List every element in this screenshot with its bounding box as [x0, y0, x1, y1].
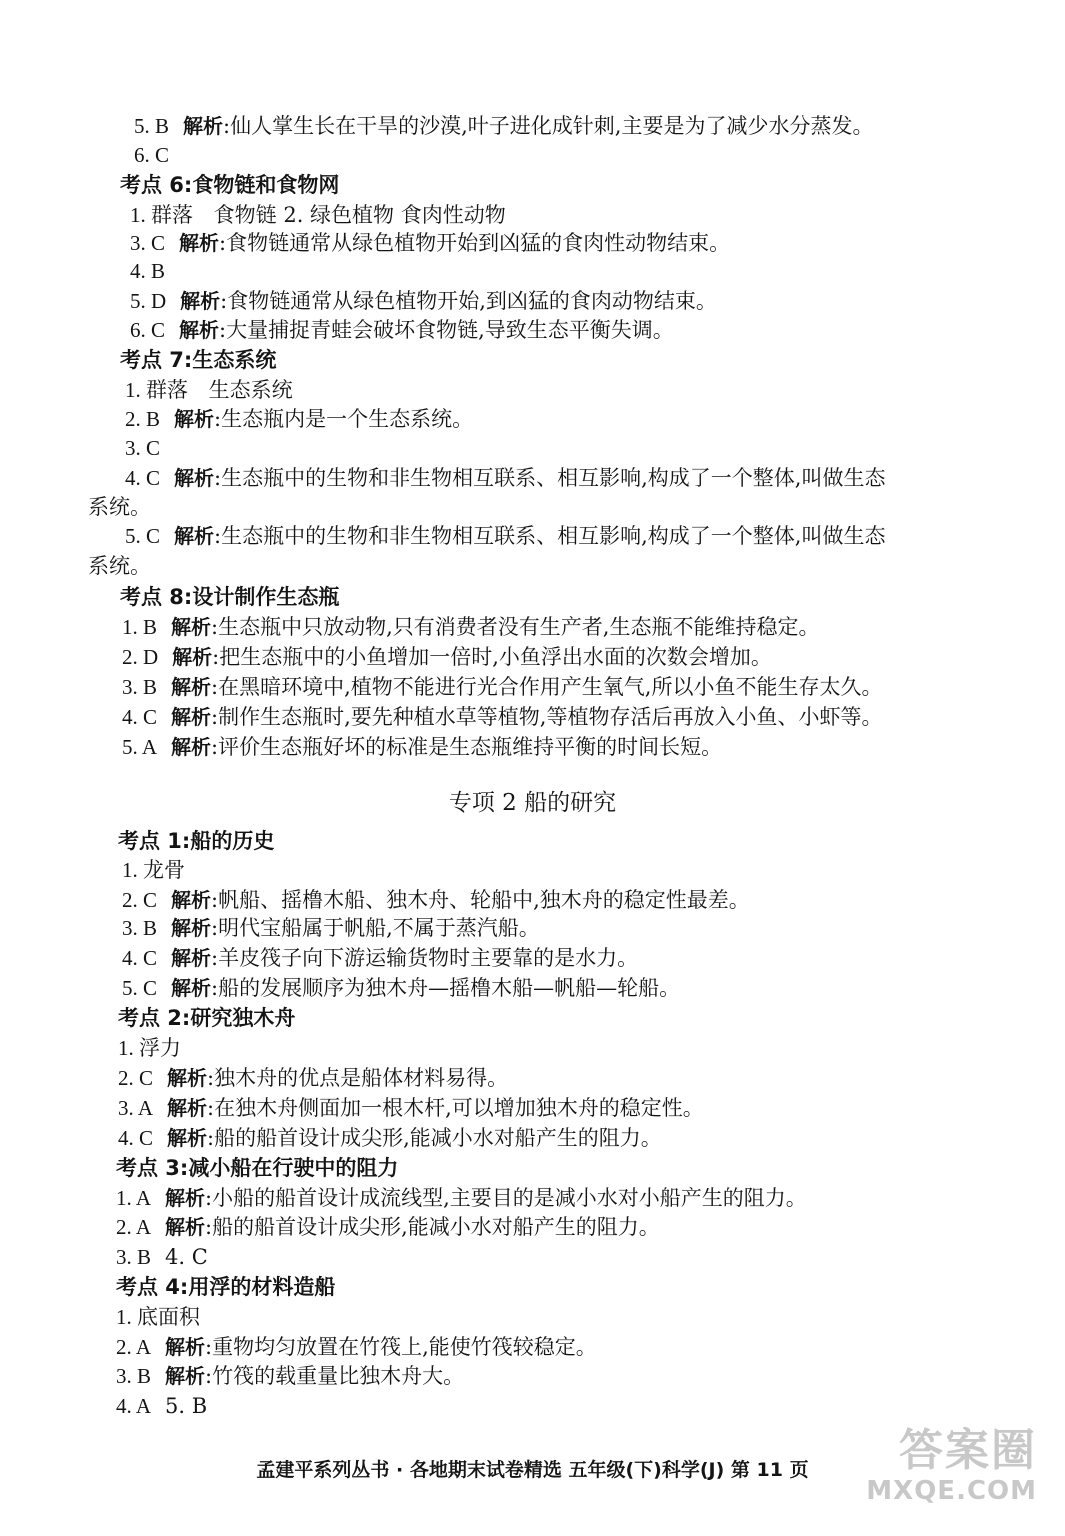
analysis-label: 解析 [174, 407, 215, 431]
analysis-text: :独木舟的优点是船体材料易得。 [207, 1066, 509, 1090]
answer-text: 生态系统 [202, 378, 293, 402]
answer-number: 1. A [116, 1186, 152, 1210]
analysis-label: 解析 [165, 1186, 206, 1210]
answer-number: 2. A [116, 1215, 152, 1239]
answer-line [134, 112, 873, 140]
answer-line [118, 1094, 704, 1122]
answer-line [125, 376, 293, 404]
section-heading: 考点 3:减小船在行驶中的阻力 [116, 1156, 399, 1180]
analysis-text: :帆船、摇橹木船、独木舟、轮船中,独木舟的稳定性最差。 [211, 888, 750, 912]
answer-number: 3. C [125, 436, 161, 460]
analysis-text: :食物链通常从绿色植物开始,到凶猛的食肉动物结束。 [220, 289, 717, 313]
analysis-text: :制作生态瓶时,要先种植水草等植物,等植物存活后再放入小鱼、小虾等。 [211, 705, 883, 729]
watermark-url: MXQE.COM [866, 1476, 1037, 1506]
answer-line [116, 1303, 214, 1331]
answer-number: 6. C [130, 318, 166, 342]
answer-line [122, 856, 199, 884]
section-heading: 考点 1:船的历史 [118, 829, 275, 853]
section-heading: 考点 8:设计制作生态瓶 [120, 585, 340, 609]
answer-line [118, 1034, 195, 1062]
answer-number: 5. C [122, 976, 158, 1000]
answer-line [125, 434, 174, 462]
analysis-text: :船的发展顺序为独木舟—摇橹木船—帆船—轮船。 [211, 976, 681, 1000]
answer-number: 5. C [125, 524, 161, 548]
answer-number: 4. C [118, 1126, 154, 1150]
analysis-label: 解析 [171, 615, 212, 639]
watermark-logo: 答案圈 [899, 1425, 1037, 1476]
analysis-text: :在黑暗环境中,植物不能进行光合作用产生氧气,所以小鱼不能生存太久。 [211, 675, 883, 699]
analysis-label: 解析 [171, 705, 212, 729]
answer-line [122, 613, 819, 641]
watermark [866, 1414, 1037, 1510]
answer-number: 3. B [122, 675, 158, 699]
analysis-label: 解析 [165, 1335, 206, 1359]
answer-text: 食物链 2. 绿色植物 食肉性动物 [207, 203, 506, 227]
answer-line [116, 1333, 597, 1361]
answer-number: 4. C [122, 705, 158, 729]
analysis-text: :生态瓶中的生物和非生物相互联系、相互影响,构成了一个整体,叫做生态 [214, 466, 886, 490]
analysis-text: :把生态瓶中的小鱼增加一倍时,小鱼浮出水面的次数会增加。 [212, 645, 772, 669]
answer-line [130, 316, 674, 344]
analysis-label: 解析 [167, 1066, 208, 1090]
analysis-text: :船的船首设计成尖形,能减小水对船产生的阻力。 [207, 1126, 662, 1150]
analysis-text: :大量捕捉青蛙会破坏食物链,导致生态平衡失调。 [219, 318, 674, 342]
answer-number: 4. A [116, 1394, 152, 1418]
answer-line [134, 141, 183, 169]
analysis-label: 解析 [171, 946, 212, 970]
answer-line [130, 257, 179, 285]
analysis-label: 解析 [171, 735, 212, 759]
answer-line [122, 733, 722, 761]
answer-line [122, 673, 882, 701]
answer-line [116, 1362, 464, 1390]
answer-number: 4. C [122, 946, 158, 970]
analysis-label: 解析 [180, 289, 221, 313]
analysis-label: 解析 [171, 675, 212, 699]
analysis-text: :生态瓶中只放动物,只有消费者没有生产者,生态瓶不能维持稳定。 [211, 615, 820, 639]
analysis-label: 解析 [171, 976, 212, 1000]
analysis-text: :在独木舟侧面加一根木杆,可以增加独木舟的稳定性。 [207, 1096, 704, 1120]
analysis-label: 解析 [171, 888, 212, 912]
analysis-text: :羊皮筏子向下游运输货物时主要靠的是水力。 [211, 946, 639, 970]
analysis-label: 解析 [165, 1215, 206, 1239]
answer-number: 1. 群落 [125, 378, 188, 402]
answer-number: 3. B [116, 1245, 152, 1269]
answer-line [122, 914, 540, 942]
answer-number: 6. C [134, 143, 170, 167]
analysis-text: :仙人掌生长在干旱的沙漠,叶子进化成针刺,主要是为了减少水分蒸发。 [223, 114, 874, 138]
answer-line [130, 201, 506, 229]
answer-line [125, 405, 473, 433]
answer-line [130, 287, 717, 315]
answer-number: 1. 底面积 [116, 1305, 200, 1329]
analysis-text: :生态瓶内是一个生态系统。 [214, 407, 474, 431]
answer-number: 3. B [122, 916, 158, 940]
answer-line [116, 1243, 208, 1271]
analysis-label: 解析 [167, 1096, 208, 1120]
answer-line [125, 522, 885, 550]
answer-line [122, 974, 680, 1002]
analysis-label: 解析 [172, 645, 213, 669]
section-heading: 考点 7:生态系统 [120, 348, 277, 372]
answer-number: 2. A [116, 1335, 152, 1359]
answer-number: 2. B [125, 407, 161, 431]
analysis-text: :食物链通常从绿色植物开始到凶猛的食肉性动物结束。 [219, 231, 731, 255]
analysis-label: 解析 [179, 231, 220, 255]
page-footer: 孟建平系列丛书 · 各地期末试卷精选 五年级(下)科学(J) 第 11 页 [256, 1459, 809, 1481]
answer-line [116, 1184, 807, 1212]
analysis-text: :竹筏的载重量比独木舟大。 [205, 1364, 465, 1388]
answer-number: 1. 群落 [130, 203, 193, 227]
answer-number: 3. B [116, 1364, 152, 1388]
answer-text: 4. C [165, 1245, 208, 1269]
answer-line [122, 944, 638, 972]
analysis-label: 解析 [165, 1364, 206, 1388]
answer-line-wrap: 系统。 [88, 495, 151, 519]
analysis-label: 解析 [174, 466, 215, 490]
answer-number: 5. A [122, 735, 158, 759]
answer-number: 3. A [118, 1096, 154, 1120]
analysis-text: :评价生态瓶好坏的标准是生态瓶维持平衡的时间长短。 [211, 735, 723, 759]
analysis-label: 解析 [167, 1126, 208, 1150]
answer-line [122, 886, 750, 914]
answer-number: 5. D [130, 289, 167, 313]
answer-line [125, 464, 885, 492]
answer-line [118, 1124, 662, 1152]
answer-number: 1. B [122, 615, 158, 639]
answer-number: 5. B [134, 114, 170, 138]
analysis-text: :明代宝船属于帆船,不属于蒸汽船。 [211, 916, 540, 940]
section-heading: 考点 2:研究独木舟 [118, 1006, 296, 1030]
answer-line [130, 229, 730, 257]
answer-number: 1. 浮力 [118, 1036, 181, 1060]
section-heading: 考点 6:食物链和食物网 [120, 173, 340, 197]
answer-text: 5. B [165, 1394, 208, 1418]
analysis-label: 解析 [183, 114, 224, 138]
answer-line-wrap: 系统。 [88, 554, 151, 578]
answer-line [116, 1392, 207, 1420]
analysis-text: :重物均匀放置在竹筏上,能使竹筏较稳定。 [205, 1335, 597, 1359]
answer-number: 4. C [125, 466, 161, 490]
analysis-label: 解析 [174, 524, 215, 548]
section-title: 专项 2 船的研究 [448, 790, 617, 816]
analysis-text: :船的船首设计成尖形,能减小水对船产生的阻力。 [205, 1215, 660, 1239]
answer-number: 3. C [130, 231, 166, 255]
answer-line [118, 1064, 508, 1092]
answer-number: 2. C [122, 888, 158, 912]
answer-number: 2. C [118, 1066, 154, 1090]
answer-line [116, 1213, 660, 1241]
section-heading: 考点 4:用浮的材料造船 [116, 1275, 336, 1299]
answer-number: 1. 龙骨 [122, 858, 185, 882]
answer-number: 4. B [130, 259, 166, 283]
analysis-text: :小船的船首设计成流线型,主要目的是减小水对小船产生的阻力。 [205, 1186, 807, 1210]
answer-line [122, 703, 882, 731]
analysis-label: 解析 [179, 318, 220, 342]
analysis-text: :生态瓶中的生物和非生物相互联系、相互影响,构成了一个整体,叫做生态 [214, 524, 886, 548]
answer-line [122, 643, 772, 671]
analysis-label: 解析 [171, 916, 212, 940]
answer-number: 2. D [122, 645, 159, 669]
